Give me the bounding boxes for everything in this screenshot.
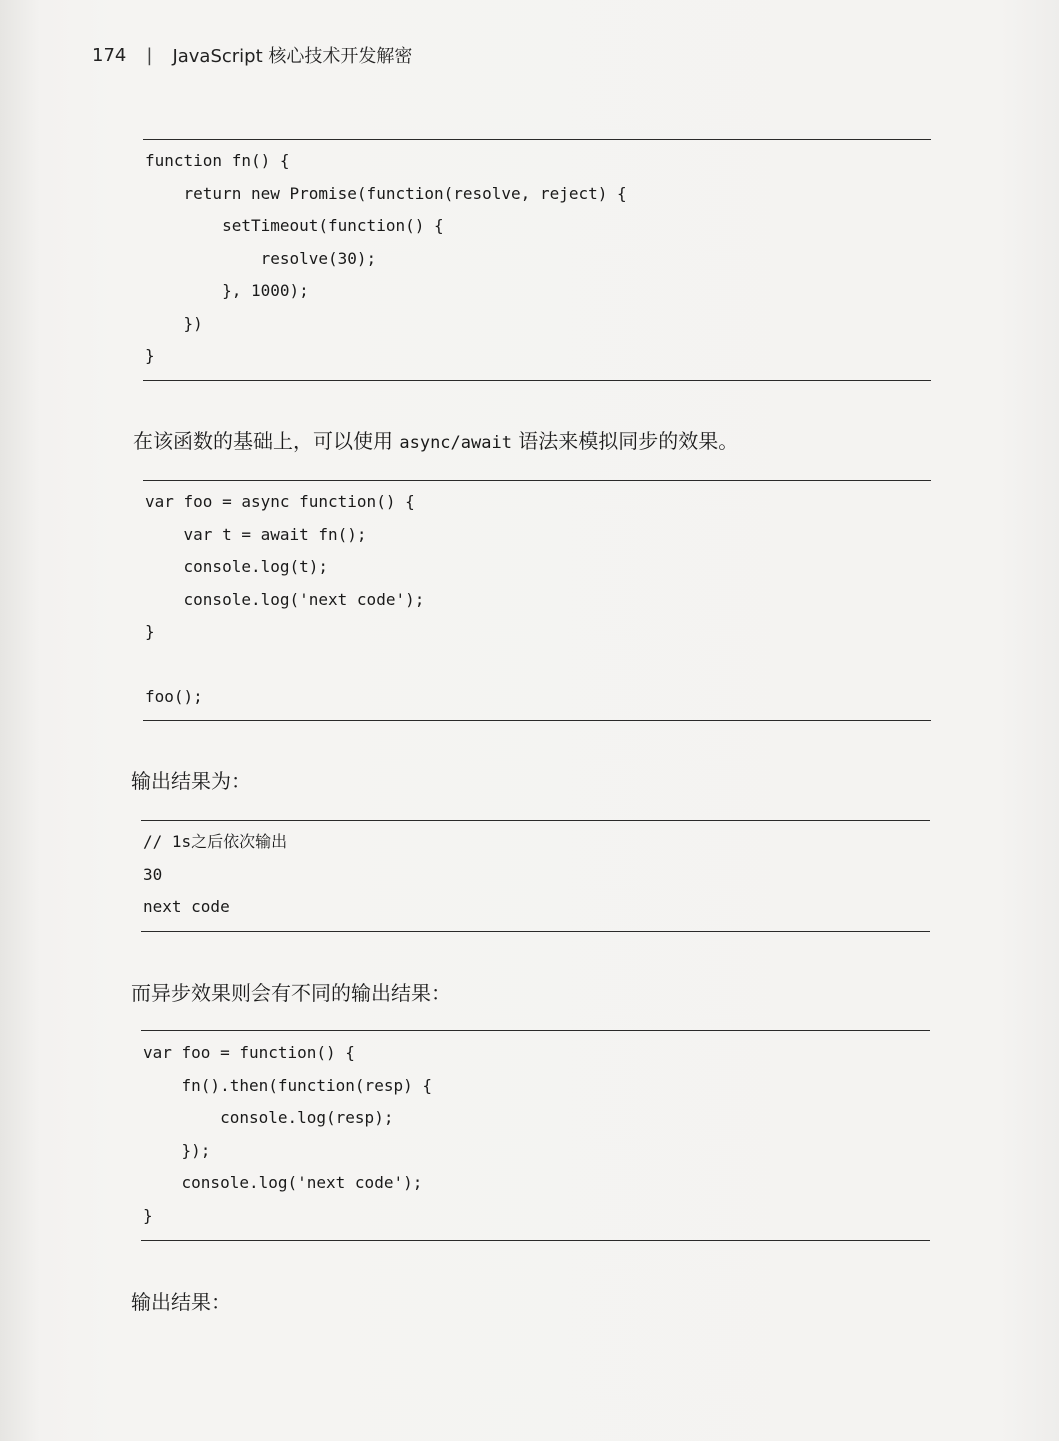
code-line: console.log(resp); bbox=[143, 1108, 394, 1127]
code-line: function fn() { bbox=[145, 151, 290, 170]
code-line: }, 1000); bbox=[145, 281, 309, 300]
code-line bbox=[145, 649, 424, 682]
code-block-3 bbox=[143, 826, 287, 924]
paragraph-text: 在该函数的基础上，可以使用 bbox=[133, 429, 400, 453]
code-line: }) bbox=[145, 313, 203, 333]
paragraph-text: 语法来模拟同步的效果。 bbox=[511, 429, 739, 453]
code-line: fn().then(function(resp) { bbox=[143, 1075, 432, 1095]
code-line: } bbox=[143, 1205, 153, 1225]
code-block-4 bbox=[143, 1037, 432, 1232]
code-line: 30 bbox=[143, 864, 163, 884]
code-line: console.log(t); bbox=[145, 557, 329, 576]
code-block-1 bbox=[145, 145, 627, 373]
code-block-top-rule bbox=[141, 1030, 930, 1031]
code-block-bottom-rule bbox=[143, 380, 931, 381]
book-title: JavaScript 核心技术开发解密 bbox=[172, 46, 413, 67]
code-line: var foo = async function() { bbox=[145, 492, 415, 511]
code-line: // 1s之后依次输出 bbox=[143, 832, 288, 851]
code-line: var foo = function() { bbox=[143, 1043, 355, 1062]
header-separator: | bbox=[146, 44, 153, 66]
paragraph: 而异步效果则会有不同的输出结果： bbox=[131, 981, 451, 1005]
paragraph: 输出结果： bbox=[131, 1290, 231, 1314]
code-line: foo(); bbox=[145, 687, 203, 706]
code-line: next code bbox=[143, 897, 230, 916]
code-line: console.log('next code'); bbox=[145, 589, 425, 609]
code-line: return new Promise(function(resolve, reject) { bbox=[145, 183, 627, 203]
code-line: setTimeout(function() { bbox=[145, 216, 444, 235]
code-line: } bbox=[145, 346, 155, 365]
page-header bbox=[92, 40, 412, 70]
code-line: console.log('next code'); bbox=[143, 1173, 423, 1192]
paragraph bbox=[133, 425, 738, 454]
code-block-bottom-rule bbox=[141, 931, 930, 932]
paragraph: 输出结果为： bbox=[131, 769, 251, 793]
code-line: } bbox=[145, 622, 155, 641]
code-block-top-rule bbox=[141, 820, 930, 821]
code-block-bottom-rule bbox=[141, 1240, 930, 1241]
code-block-2 bbox=[145, 486, 424, 714]
code-block-top-rule bbox=[143, 139, 931, 140]
code-line: }); bbox=[143, 1140, 211, 1160]
code-block-bottom-rule bbox=[143, 720, 931, 721]
page-number: 174 bbox=[92, 44, 127, 66]
code-line: var t = await fn(); bbox=[145, 524, 367, 544]
code-line: resolve(30); bbox=[145, 248, 377, 268]
inline-code: async/await bbox=[399, 433, 512, 453]
code-block-top-rule bbox=[143, 480, 931, 481]
